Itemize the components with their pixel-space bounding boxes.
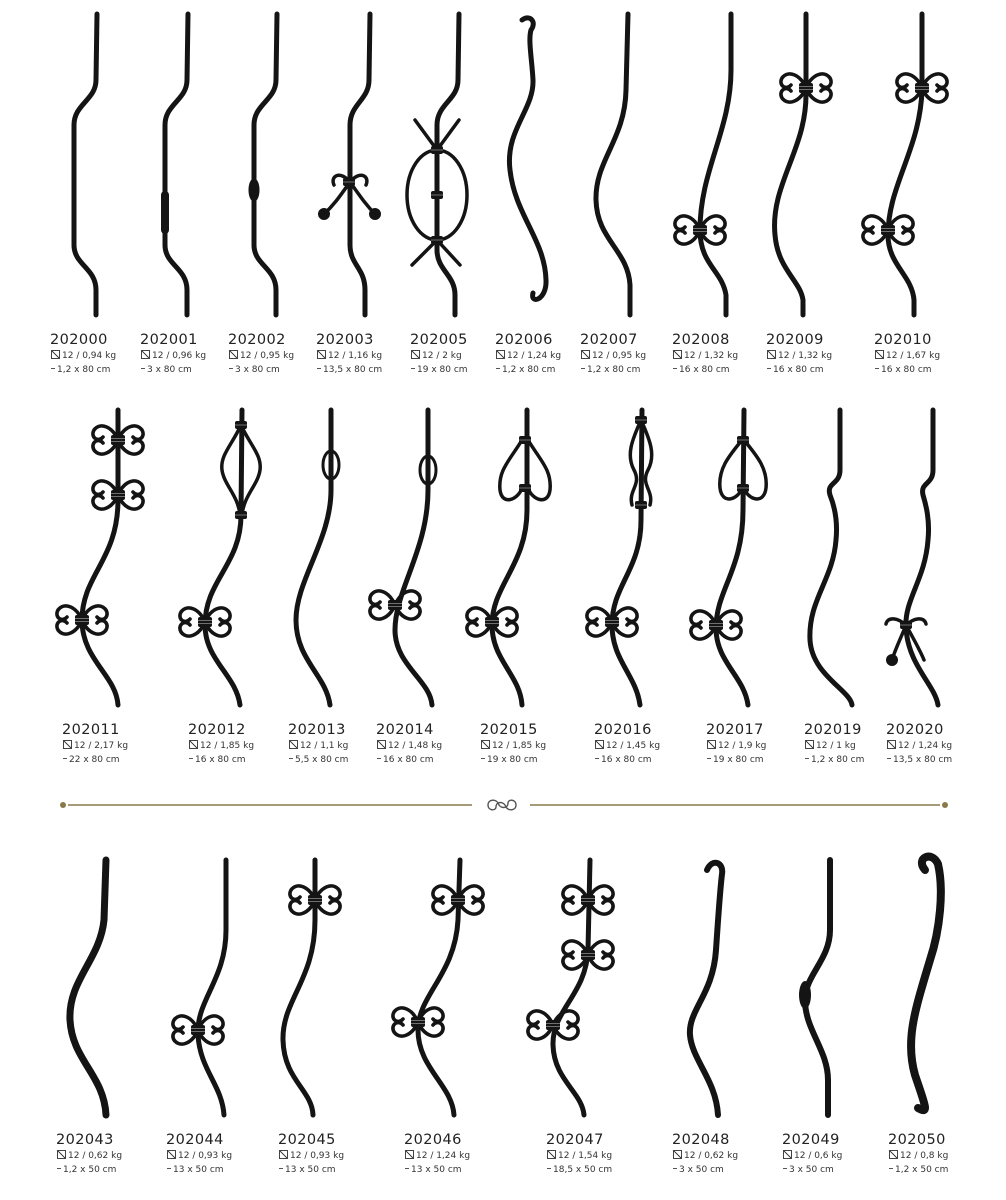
diameter-icon — [767, 350, 776, 359]
product-size: 13 x 50 cm — [404, 1163, 470, 1177]
baluster-202048 — [690, 863, 722, 1115]
product-weight: 12 / 0,96 kg — [140, 349, 206, 363]
product-size: 19 x 80 cm — [480, 753, 546, 767]
product-weight: 12 / 0,94 kg — [50, 349, 116, 363]
product-label — [410, 332, 468, 377]
product-size: 1,2 x 50 cm — [888, 1163, 948, 1177]
baluster-202016 — [612, 410, 652, 705]
diameter-icon — [783, 1150, 792, 1159]
product-label — [166, 1132, 232, 1177]
product-size: 1,2 x 80 cm — [495, 363, 561, 377]
baluster-202008 — [700, 14, 731, 315]
diameter-icon — [707, 740, 716, 749]
product-code: 202016 — [594, 722, 652, 738]
product-label — [228, 332, 294, 377]
diameter-icon — [581, 350, 590, 359]
product-code: 202003 — [316, 332, 374, 348]
product-size: 13 x 50 cm — [278, 1163, 344, 1177]
product-weight: 12 / 0,62 kg — [56, 1149, 122, 1163]
diameter-icon — [411, 350, 420, 359]
baluster-202011 — [82, 410, 118, 705]
diameter-icon — [51, 350, 60, 359]
product-weight: 12 / 1,32 kg — [672, 349, 738, 363]
product-size: 16 x 80 cm — [188, 753, 254, 767]
product-label — [888, 1132, 948, 1177]
product-label — [672, 1132, 738, 1177]
product-size: 16 x 80 cm — [766, 363, 832, 377]
baluster-202001 — [165, 14, 188, 315]
diameter-icon — [167, 1150, 176, 1159]
product-size: 1,2 x 50 cm — [56, 1163, 122, 1177]
diameter-icon — [317, 350, 326, 359]
product-weight: 12 / 2 kg — [410, 349, 468, 363]
baluster-202005 — [407, 14, 467, 315]
product-code: 202008 — [672, 332, 730, 348]
baluster-202046 — [418, 860, 460, 1115]
product-label — [140, 332, 206, 377]
product-code: 202044 — [166, 1132, 224, 1148]
diameter-icon — [289, 740, 298, 749]
product-label — [766, 332, 832, 377]
product-weight: 12 / 0,93 kg — [278, 1149, 344, 1163]
product-weight: 12 / 0,93 kg — [166, 1149, 232, 1163]
product-label — [580, 332, 646, 377]
diameter-icon — [481, 740, 490, 749]
product-weight: 12 / 0,95 kg — [580, 349, 646, 363]
product-weight: 12 / 1,16 kg — [316, 349, 382, 363]
product-size: 16 x 80 cm — [672, 363, 738, 377]
diameter-icon — [496, 350, 505, 359]
product-size: 13,5 x 80 cm — [886, 753, 952, 767]
diameter-icon — [595, 740, 604, 749]
baluster-202006 — [509, 18, 546, 300]
product-size: 16 x 80 cm — [376, 753, 442, 767]
product-weight: 12 / 1,24 kg — [495, 349, 561, 363]
baluster-202017 — [716, 410, 766, 705]
product-size: 18,5 x 50 cm — [546, 1163, 612, 1177]
product-weight: 12 / 0,8 kg — [888, 1149, 948, 1163]
product-code: 202048 — [672, 1132, 730, 1148]
diameter-icon — [875, 350, 884, 359]
baluster-202009 — [775, 14, 806, 315]
diameter-icon — [887, 740, 896, 749]
product-weight: 12 / 1,85 kg — [480, 739, 546, 753]
diameter-icon — [889, 1150, 898, 1159]
product-code: 202045 — [278, 1132, 336, 1148]
baluster-202003 — [321, 14, 379, 315]
product-code: 202046 — [404, 1132, 462, 1148]
product-weight: 12 / 1,48 kg — [376, 739, 442, 753]
product-label — [672, 332, 738, 377]
product-label — [50, 332, 116, 377]
baluster-202002 — [250, 14, 277, 315]
product-label — [404, 1132, 470, 1177]
product-code: 202009 — [766, 332, 824, 348]
product-size: 3 x 80 cm — [140, 363, 206, 377]
diameter-icon — [63, 740, 72, 749]
product-size: 3 x 50 cm — [672, 1163, 738, 1177]
product-label — [804, 722, 864, 767]
diameter-icon — [673, 1150, 682, 1159]
product-weight: 12 / 1,45 kg — [594, 739, 660, 753]
product-label — [594, 722, 660, 767]
product-size: 19 x 80 cm — [410, 363, 468, 377]
product-label — [288, 722, 348, 767]
baluster-202019 — [810, 410, 852, 705]
product-code: 202014 — [376, 722, 434, 738]
product-weight: 12 / 1,1 kg — [288, 739, 348, 753]
product-size: 16 x 80 cm — [874, 363, 940, 377]
baluster-202049 — [799, 860, 830, 1115]
product-code: 202019 — [804, 722, 862, 738]
product-size: 5,5 x 80 cm — [288, 753, 348, 767]
product-code: 202010 — [874, 332, 932, 348]
product-code: 202043 — [56, 1132, 114, 1148]
product-size: 13 x 50 cm — [166, 1163, 232, 1177]
product-code: 202000 — [50, 332, 108, 348]
product-weight: 12 / 1,85 kg — [188, 739, 254, 753]
diameter-icon — [57, 1150, 66, 1159]
product-label — [546, 1132, 612, 1177]
product-size: 16 x 80 cm — [594, 753, 660, 767]
product-weight: 12 / 1,32 kg — [766, 349, 832, 363]
product-label — [874, 332, 940, 377]
product-label — [706, 722, 766, 767]
product-label — [480, 722, 546, 767]
product-label — [56, 1132, 122, 1177]
product-weight: 12 / 1,54 kg — [546, 1149, 612, 1163]
product-code: 202015 — [480, 722, 538, 738]
product-size: 1,2 x 80 cm — [580, 363, 646, 377]
product-code: 202001 — [140, 332, 198, 348]
product-weight: 12 / 0,62 kg — [672, 1149, 738, 1163]
product-size: 22 x 80 cm — [62, 753, 128, 767]
baluster-202013 — [296, 410, 339, 705]
baluster-202045 — [283, 860, 315, 1115]
product-weight: 12 / 1,9 kg — [706, 739, 766, 753]
product-code: 202007 — [580, 332, 638, 348]
baluster-202050 — [911, 857, 941, 1111]
product-size: 1,2 x 80 cm — [50, 363, 116, 377]
knot-ornament-icon — [488, 800, 516, 810]
product-weight: 12 / 1,24 kg — [886, 739, 952, 753]
product-size: 3 x 50 cm — [782, 1163, 842, 1177]
product-label — [62, 722, 128, 767]
baluster-202000 — [74, 14, 97, 315]
diameter-icon — [805, 740, 814, 749]
product-code: 202011 — [62, 722, 120, 738]
product-code: 202006 — [495, 332, 553, 348]
product-size: 13,5 x 80 cm — [316, 363, 382, 377]
baluster-202007 — [596, 14, 630, 315]
product-code: 202049 — [782, 1132, 840, 1148]
baluster-202010 — [888, 14, 922, 315]
baluster-202020 — [886, 410, 938, 705]
baluster-202044 — [198, 860, 226, 1115]
diameter-icon — [547, 1150, 556, 1159]
diameter-icon — [377, 740, 386, 749]
product-label — [782, 1132, 842, 1177]
section-divider — [60, 797, 948, 813]
product-code: 202005 — [410, 332, 468, 348]
product-weight: 12 / 1,24 kg — [404, 1149, 470, 1163]
product-label — [495, 332, 561, 377]
product-code: 202013 — [288, 722, 346, 738]
diameter-icon — [189, 740, 198, 749]
product-code: 202002 — [228, 332, 286, 348]
product-label — [886, 722, 952, 767]
product-weight: 12 / 0,95 kg — [228, 349, 294, 363]
baluster-202047 — [553, 860, 590, 1115]
diameter-icon — [141, 350, 150, 359]
product-code: 202012 — [188, 722, 246, 738]
product-label — [188, 722, 254, 767]
product-label — [376, 722, 442, 767]
product-weight: 12 / 1 kg — [804, 739, 864, 753]
product-code: 202017 — [706, 722, 764, 738]
diameter-icon — [229, 350, 238, 359]
product-code: 202050 — [888, 1132, 946, 1148]
diameter-icon — [279, 1150, 288, 1159]
product-size: 3 x 80 cm — [228, 363, 294, 377]
product-weight: 12 / 1,67 kg — [874, 349, 940, 363]
diameter-icon — [673, 350, 682, 359]
baluster-202014 — [395, 410, 436, 705]
product-label — [316, 332, 382, 377]
product-size: 19 x 80 cm — [706, 753, 766, 767]
product-label — [278, 1132, 344, 1177]
product-code: 202047 — [546, 1132, 604, 1148]
product-weight: 12 / 0,6 kg — [782, 1149, 842, 1163]
product-size: 1,2 x 80 cm — [804, 753, 864, 767]
baluster-202043 — [70, 860, 106, 1115]
baluster-202012 — [205, 410, 260, 705]
product-code: 202020 — [886, 722, 944, 738]
product-weight: 12 / 2,17 kg — [62, 739, 128, 753]
diameter-icon — [405, 1150, 414, 1159]
baluster-202015 — [492, 410, 550, 705]
